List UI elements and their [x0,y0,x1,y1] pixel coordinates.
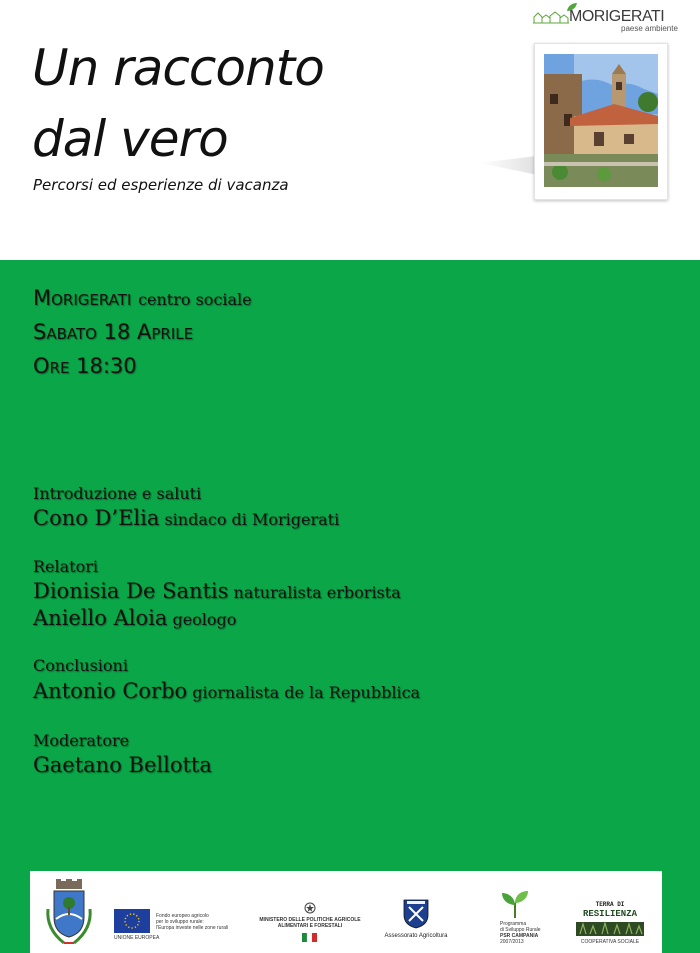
speaker-1-role: naturalista erborista [233,583,401,602]
region-shield-icon [403,899,429,929]
terra-line-1: TERRA DI [595,901,625,908]
speaker-1-line [33,579,401,603]
speaker-1-name: Dionisia De Santis [33,579,229,603]
psr-line-2: di Sviluppo Rurale [500,927,541,933]
eu-label: UNIONE EUROPEA [114,935,160,941]
psr-logo [496,889,552,947]
title-line-2: dal vero [32,110,228,168]
terra-line-3: COOPERATIVA SOCIALE [580,939,640,945]
event-place-rest: centro sociale [138,290,252,309]
moderator-name: Gaetano Bellotta [33,753,212,777]
logo-name: MORIGERATI [569,8,665,25]
region-logo [376,899,456,945]
village-photo [534,43,668,200]
eu-text-2: per lo sviluppo rurale: [156,919,204,925]
eu-text-1: Fondo europeo agricolo [156,913,209,919]
ministry-line-1: MINISTERO DELLE POLITICHE AGRICOLE [259,917,361,923]
intro-role: sindaco di Morigerati [164,510,340,529]
intro-name: Cono D’Elia [33,506,160,530]
trees-icon [574,920,646,938]
sponsor-strip [30,871,662,953]
ministry-logo [254,901,366,943]
village-houses-icon [533,10,569,24]
speakers-heading: Relatori [33,557,98,576]
subtitle: Percorsi ed esperienze di vacanza [33,176,289,194]
terra-line-2: RESILIENZA [582,909,637,919]
eu-fund-logo [114,909,274,945]
event-date: Sabato 18 Aprile [33,320,194,344]
village-photo-image [544,54,658,187]
ministry-line-2: ALIMENTARI E FORESTALI [277,923,343,929]
conclusions-heading: Conclusioni [33,656,128,675]
title-line-1: Un racconto [32,39,324,97]
terra-di-resilienza-logo [574,901,646,945]
logo-tagline: paese ambiente [621,24,678,33]
moderator-heading: Moderatore [33,731,130,750]
eu-text-3: l'Europa investe nelle zone rurali [156,925,229,931]
psr-line-1: Programma [500,921,527,927]
region-label: Assessorato Agricoltura [384,933,448,939]
conclusions-role: giornalista de la Repubblica [192,683,421,702]
eu-flag-icon [114,909,150,933]
italian-flag-icon [302,933,317,942]
seedling-icon [500,889,530,919]
speaker-2-name: Aniello Aloia [33,606,168,630]
psr-line-4: 2007/2013 [500,939,524,945]
intro-heading: Introduzione e saluti [33,484,202,503]
speaker-2-role: geologo [172,610,237,629]
conclusions-name: Antonio Corbo [33,679,188,703]
morigerati-logo [533,2,693,33]
municipal-crest-icon [44,879,94,949]
speaker-2-line [33,606,236,630]
event-place [33,286,252,310]
italian-emblem-icon [303,901,317,915]
intro-line [33,506,339,530]
conclusions-line [33,679,420,703]
event-time: Ore 18:30 [33,354,137,378]
psr-line-3: PSR CAMPANIA [500,933,539,939]
event-place-name: Morigerati [33,286,132,310]
